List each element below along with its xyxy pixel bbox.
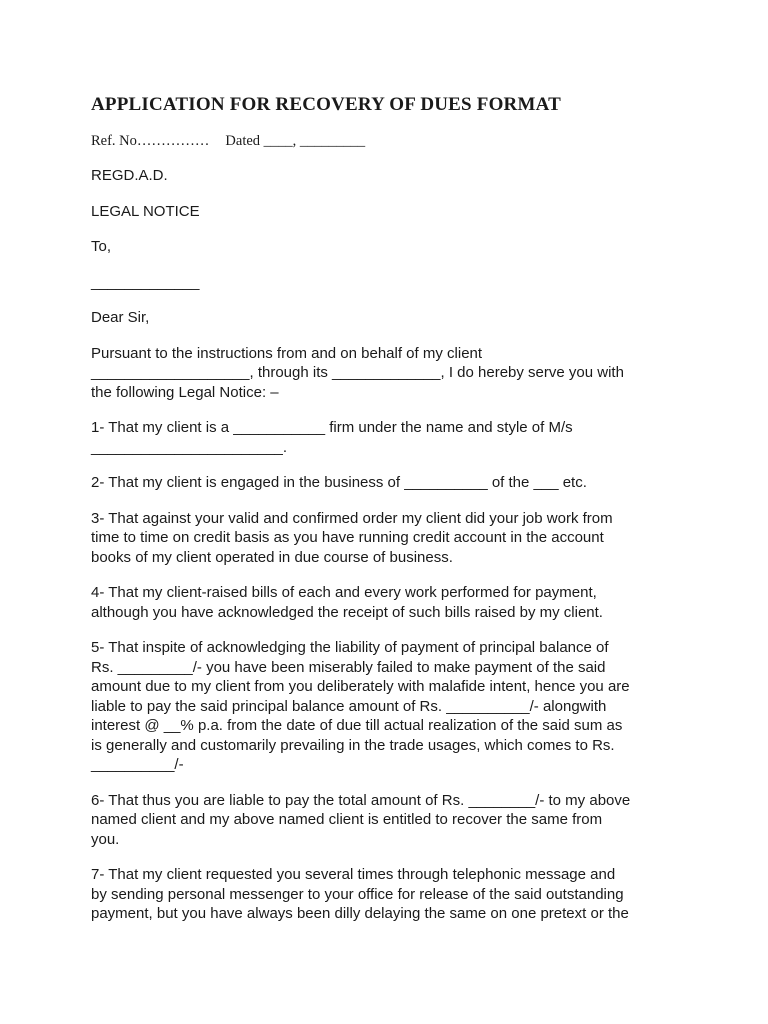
paragraph-line: 2- That my client is engaged in the business of __________ of the ___ etc. <box>91 474 587 491</box>
reference-line <box>91 132 691 150</box>
notice-paragraph <box>91 473 691 493</box>
notice-paragraphs <box>91 344 691 924</box>
paragraph-line: although you have acknowledged the receipt of such bills raised by my client. <box>91 603 603 621</box>
notice-paragraph <box>91 509 691 568</box>
paragraph-line: Pursuant to the instructions from and on behalf of my client <box>91 344 483 362</box>
paragraph-line: 7- That my client requested you several times through telephonic message and <box>91 866 616 883</box>
paragraph-line: interest @ __% p.a. from the date of due till actual realization of the said sum as <box>91 717 623 734</box>
paragraph-line: Rs. _________/- you have been miserably failed to make payment of the said <box>91 658 606 676</box>
paragraph-line: 1- That my client is a ___________ firm under the name and style of M/s <box>91 419 573 436</box>
to-line: To, <box>91 238 112 255</box>
paragraph-line: time to time on credit basis as you have running credit account in the account <box>91 529 604 546</box>
paragraph-line: ___________________, through its _____________, I do hereby serve you with <box>91 364 624 381</box>
regd-ad-line: REGD.A.D. <box>91 167 168 184</box>
paragraph-line: 5- That inspite of acknowledging the liability of payment of principal balance of <box>91 639 609 656</box>
notice-paragraph <box>91 418 691 457</box>
paragraph-line: by sending personal messenger to your office for release of the said outstanding <box>91 885 624 903</box>
paragraph-line: you. <box>91 830 120 848</box>
notice-paragraph <box>91 791 691 850</box>
document-body <box>91 92 691 924</box>
paragraph-line: 3- That against your valid and confirmed order my client did your job work from <box>91 509 613 527</box>
paragraph-line: 6- That thus you are liable to pay the total amount of Rs. ________/- to my above <box>91 791 631 809</box>
paragraph-line: the following Legal Notice: – <box>91 383 279 401</box>
paragraph-line: amount due to my client from you deliberately with malafide intent, hence you are <box>91 678 630 695</box>
notice-paragraph <box>91 344 691 403</box>
notice-paragraph <box>91 865 691 924</box>
paragraph-line: is generally and customarily prevailing in the trade usages, which comes to Rs. <box>91 736 615 754</box>
document-title: APPLICATION FOR RECOVERY OF DUES FORMAT <box>91 94 561 115</box>
paragraph-line: _______________________. <box>91 438 288 456</box>
paragraph-line: __________/- <box>91 756 184 773</box>
paragraph-line: payment, but you have always been dilly delaying the same on one pretext or the <box>91 905 629 922</box>
paragraph-line: books of my client operated in due course of business. <box>91 548 453 566</box>
paragraph-line: named client and my above named client is entitled to recover the same from <box>91 811 603 828</box>
notice-paragraph <box>91 583 691 622</box>
salutation: Dear Sir, <box>91 309 150 326</box>
notice-paragraph <box>91 638 691 775</box>
addressee-blank: _____________ <box>91 273 200 291</box>
dated-field: Dated ____, _________ <box>225 133 366 149</box>
legal-notice-heading: LEGAL NOTICE <box>91 202 200 220</box>
paragraph-line: 4- That my client-raised bills of each and every work performed for payment, <box>91 584 597 601</box>
paragraph-line: liable to pay the said principal balance amount of Rs. __________/- alongwith <box>91 697 607 715</box>
ref-no: Ref. No…………… <box>91 133 210 149</box>
